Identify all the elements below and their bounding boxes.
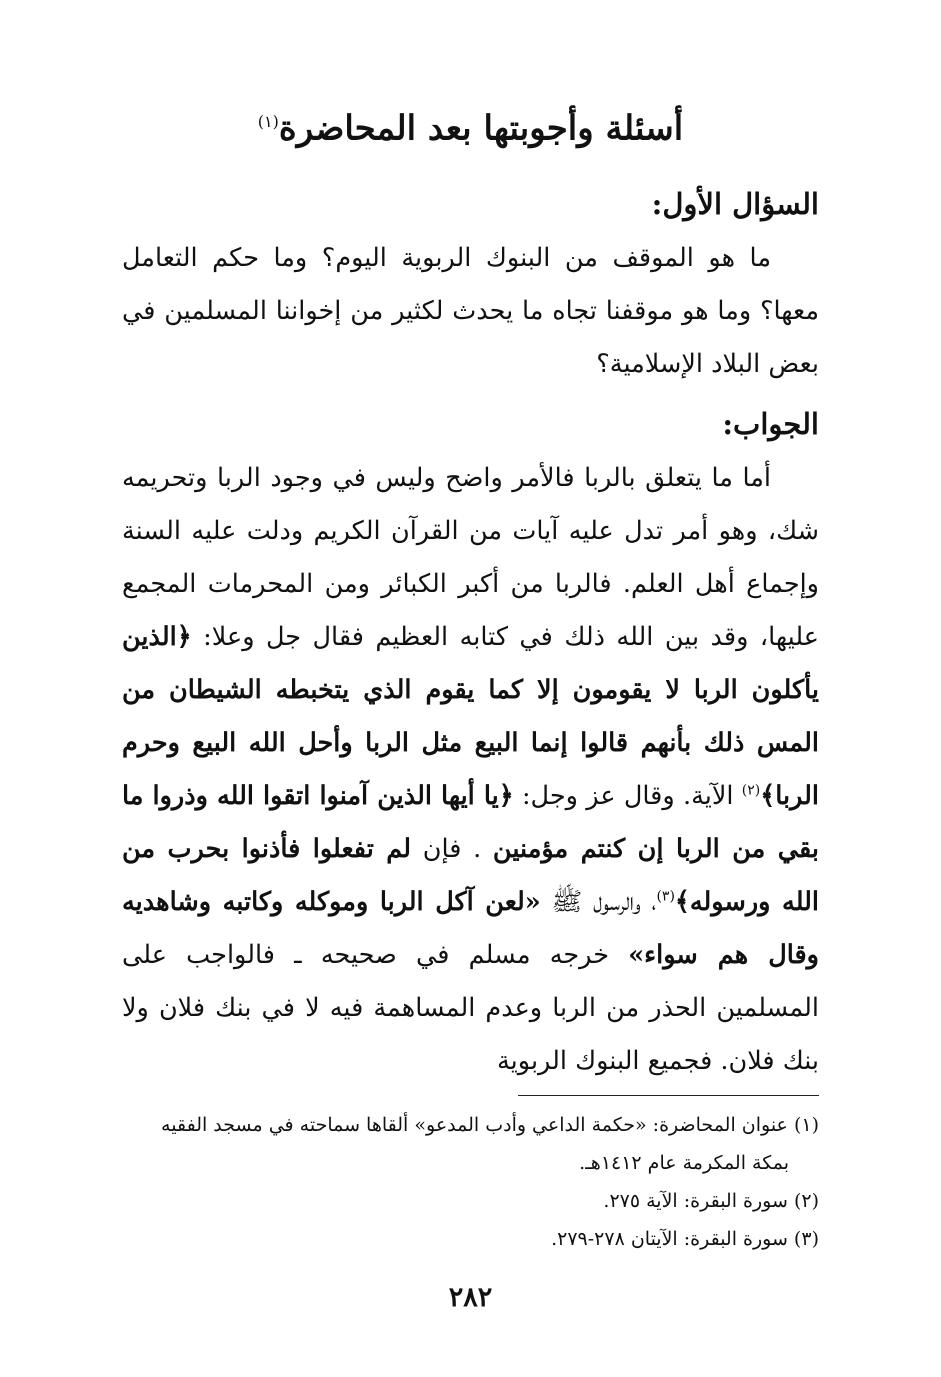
title-text: أسئلة وأجوبتها بعد المحاضرة bbox=[278, 108, 684, 149]
answer-connector-3: ، والرسول ﷺ bbox=[540, 887, 657, 917]
answer-paragraph bbox=[122, 452, 819, 1088]
title-footnote-ref: (١) bbox=[257, 112, 279, 131]
question-paragraph: ما هو الموقف من البنوك الربوية اليوم؟ وما حكم التعامل معها؟ وما هو موقفنا تجاه ما يحدث لكثير من إخواننا المسلمين في بعض البلاد الإسلامية؟ bbox=[122, 243, 819, 379]
footnote-3: (٣) سورة البقرة: الآيتان ٢٧٨-٢٧٩. bbox=[551, 1228, 819, 1250]
page-title bbox=[200, 92, 741, 158]
answer-heading: الجواب: bbox=[722, 407, 819, 441]
quran-verse-275: ﴿الذين يأكلون الربا لا يقومون إلا كما يقوم الذي يتخبطه الشيطان من المس ذلك بأنهم قالوا إنما البيع مثل الربا وأحل الله البيع وحرم الربا﴾ bbox=[122, 622, 819, 811]
footnote-2: (٢) سورة البقرة: الآية ٢٧٥. bbox=[603, 1190, 819, 1212]
answer-intro: أما ما يتعلق بالربا فالأمر واضح وليس في وجود الربا وتحريمه شك، وهو أمر تدل عليه آيات من القرآن الكريم ودلت عليه السنة وإجماع أهل العلم. فالربا من أكبر الكبائر ومن المحرمات المجمع عليها، وقد بين الله ذلك في كتابه العظيم فقال جل وعلا: bbox=[122, 463, 819, 652]
quran-verse-278: ﴿يا أيها الذين آمنوا اتقوا الله وذروا ما بقي من الربا إن كنتم مؤمنين bbox=[122, 781, 820, 864]
question-section bbox=[122, 176, 819, 391]
footnote-1: (١) عنوان المحاضرة: «حكمة الداعي وأدب المدعو» ألقاها سماحته في مسجد الفقيه بمكة المكرمة عام ١٤١٢هـ. bbox=[161, 1114, 819, 1174]
question-text bbox=[122, 232, 819, 391]
quran-verse-279: لم تفعلوا فأذنوا بحرب من الله ورسوله﴾ bbox=[122, 834, 820, 917]
footnote-ref-3: (٣) bbox=[656, 888, 675, 905]
question-heading: السؤال الأول: bbox=[651, 187, 819, 221]
footnote-ref-2: (٢) bbox=[741, 782, 761, 799]
answer-section bbox=[122, 396, 819, 1088]
footnote-divider bbox=[518, 1095, 819, 1096]
hadith-quote: «لعن آكل الربا وموكله وكاتبه وشاهديه وقال هم سواء» bbox=[122, 887, 820, 970]
answer-connector-1: الآية. وقال عز وجل: bbox=[513, 781, 742, 811]
page-number: ٢٨٢ bbox=[448, 1282, 493, 1313]
answer-conclusion: خرجه مسلم في صحيحه ـ فالواجب على المسلمين الحذر من الربا وعدم المساهمة فيه لا في بنك فلان ولا بنك فلان. فجميع البنوك الربوية bbox=[122, 940, 819, 1076]
answer-connector-2: . فإن bbox=[411, 834, 493, 864]
answer-text bbox=[122, 452, 819, 1088]
footnotes bbox=[122, 1106, 819, 1258]
